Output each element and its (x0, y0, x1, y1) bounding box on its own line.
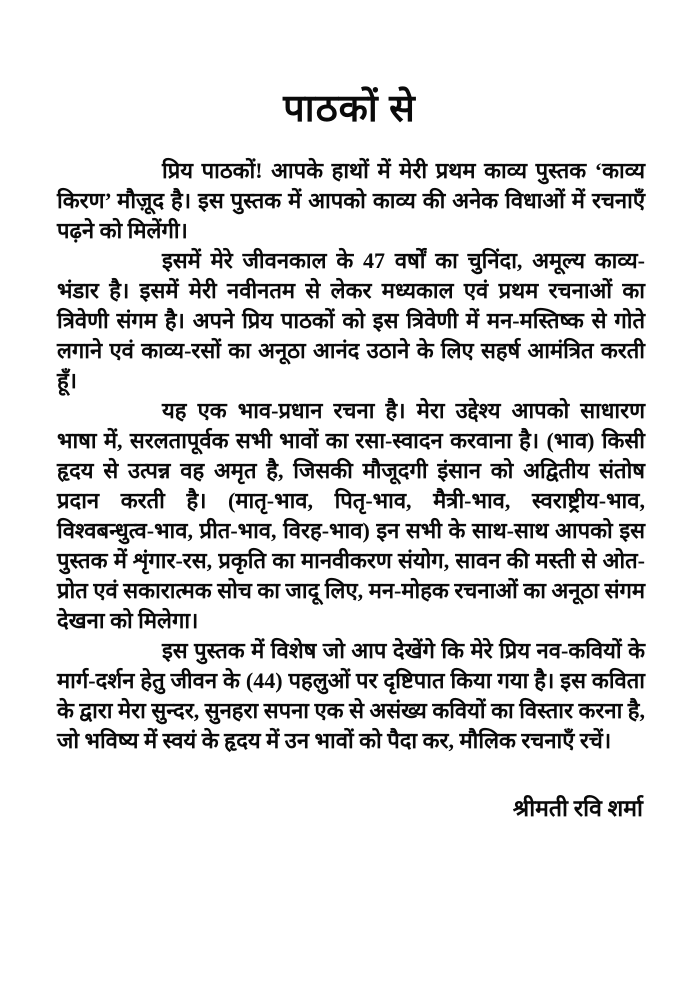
author-signature: श्रीमती रवि शर्मा (512, 796, 643, 821)
paragraph-2: इसमें मेरे जीवनकाल के 47 वर्षों का चुनिंदा, अमूल्य काव्य-भंडार है। इसमें मेरी नवीनतम से लेकर मध्यकाल एवं प्रथम रचनाओं का त्रिवेणी संगम है। अपने प्रिय पाठकों को इस त्रिवेणी में मन-मस्तिष्क से गोते लगाने एवं काव्य-रसों का अनूठा आनंद उठाने के लिए सहर्ष आमंत्रित करती हूँ। (57, 248, 645, 393)
page-body (57, 156, 645, 756)
page-title: पाठकों से (283, 88, 416, 130)
paragraph-4: इस पुस्तक में विशेष जो आप देखेंगे कि मेरे प्रिय नव-कवियों के मार्ग-दर्शन हेतु जीवन के (44) पहलुओं पर दृष्टिपात किया गया है। इस कविता के द्वारा मेरा सुन्दर, सुनहरा सपना एक से असंख्य कवियों का विस्तार करना है, जो भविष्य में स्वयं के हृदय में उन भावों को पैदा कर, मौलिक रचनाएँ रचें। (57, 638, 645, 753)
paragraph-1: प्रिय पाठकों! आपके हाथों में मेरी प्रथम काव्य पुस्तक ‘काव्य किरण’ मौज़ूद है। इस पुस्तक में आपको काव्य की अनेक विधाओं में रचनाएँ पढ़ने को मिलेंगी। (57, 158, 645, 243)
paragraph-3: यह एक भाव-प्रधान रचना है। मेरा उद्देश्य आपको साधारण भाषा में, सरलतापूर्वक सभी भावों का रसा-स्वादन करवाना है। (भाव) किसी हृदय से उत्पन्न वह अमृत है, जिसकी मौजूदगी इंसान को अद्वितीय संतोष प्रदान करती है। (मातृ-भाव, पितृ-भाव, मैत्री-भाव, स्वराष्ट्रीय-भाव, विश्वबन्धुत्व-भाव, प्रीत-भाव, विरह-भाव) इन सभी के साथ-साथ आपको इस पुस्तक में शृंगार-रस, प्रकृति का मानवीकरण संयोग, सावन की मस्ती से ओत-प्रोत एवं सकारात्मक सोच का जादू लिए, मन-मोहक रचनाओं का अनूठा संगम देखना को मिलेगा। (57, 398, 645, 633)
